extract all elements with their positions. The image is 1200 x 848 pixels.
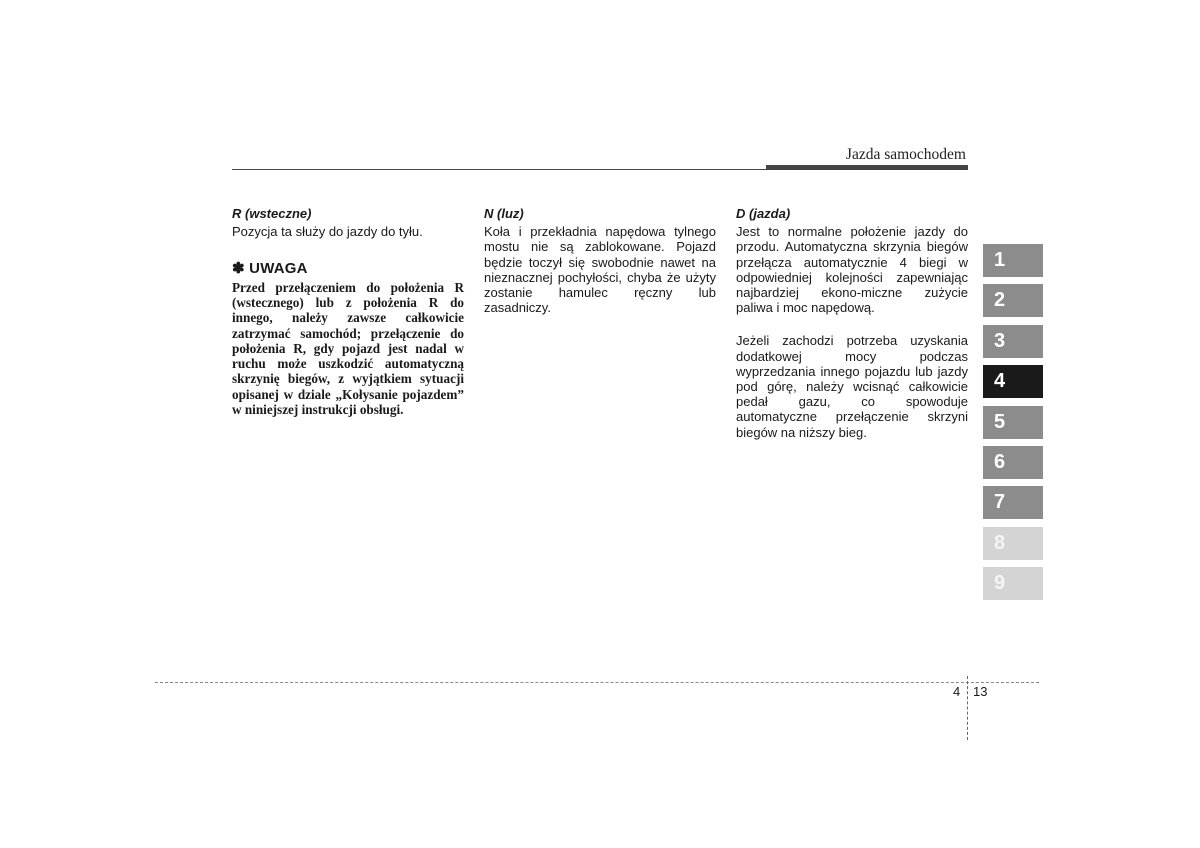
chapter-tab-5[interactable]: 5 — [983, 406, 1043, 439]
footer-chapter-number: 4 — [953, 684, 961, 699]
column-drive — [736, 206, 968, 440]
page-header-title: Jazda samochodem — [845, 146, 966, 163]
warning-title — [232, 261, 464, 276]
section-heading-neutral: N (luz) — [484, 206, 524, 221]
chapter-tab-9[interactable]: 9 — [983, 567, 1043, 600]
warning-text: Przed przełączeniem do położenia R (wstecznego) lub z położenia R do innego, należy zawsze całkowicie zatrzymać samochód; przełączenie do położenia R, gdy pojazd jest nadal w ruchu może uszkodzić automatyczną skrzynię biegów, z wyjątkiem sytuacji opisanej w dziale „Kołysanie pojazdem” w niniejszej instrukcji obsługi. — [232, 279, 464, 417]
warning-star-icon: ✽ — [232, 260, 245, 278]
footer-page-number: 13 — [973, 684, 988, 699]
footer-divider — [155, 682, 1039, 683]
column-neutral — [484, 206, 716, 315]
section-text-neutral: Koła i przekładnia napędowa tylnego mostu nie są zablokowane. Pojazd będzie toczył się swobodnie nawet na nieznacznej pochyłości, chyba że użyty zostanie hamulec ręczny lub zasadniczy. — [484, 224, 716, 316]
section-text-reverse: Pozycja ta służy do jazdy do tyłu. — [232, 224, 423, 240]
chapter-tab-8[interactable]: 8 — [983, 527, 1043, 560]
chapter-tab-6[interactable]: 6 — [983, 446, 1043, 479]
chapter-tab-1[interactable]: 1 — [983, 244, 1043, 277]
section-heading-reverse: R (wsteczne) — [232, 206, 312, 221]
footer-page-divider — [967, 676, 968, 740]
section-text-drive-1: Jest to normalne położenie jazdy do przodu. Automatyczna skrzynia biegów przełącza automatycznie 4 biegi w odpowiedniej kolejności zapewniając najbardziej ekono-miczne zużycie paliwa i moc napędową. — [736, 224, 968, 316]
chapter-tab-3[interactable]: 3 — [983, 325, 1043, 358]
section-heading-drive: D (jazda) — [736, 206, 791, 221]
chapter-tabs — [983, 244, 1043, 608]
warning-title-label: UWAGA — [249, 260, 308, 278]
chapter-tab-7[interactable]: 7 — [983, 486, 1043, 519]
header-rule-accent — [766, 165, 968, 170]
column-reverse — [232, 206, 464, 417]
chapter-tab-4[interactable]: 4 — [983, 365, 1043, 398]
chapter-tab-2[interactable]: 2 — [983, 284, 1043, 317]
section-text-drive-2: Jeżeli zachodzi potrzeba uzyskania dodatkowej mocy podczas wyprzedzania innego pojazdu lub jazdy pod górę, należy wcisnąć całkowicie pedał gazu, co spowoduje automatyczne przełączenie skrzyni biegów na niższy bieg. — [736, 333, 968, 440]
